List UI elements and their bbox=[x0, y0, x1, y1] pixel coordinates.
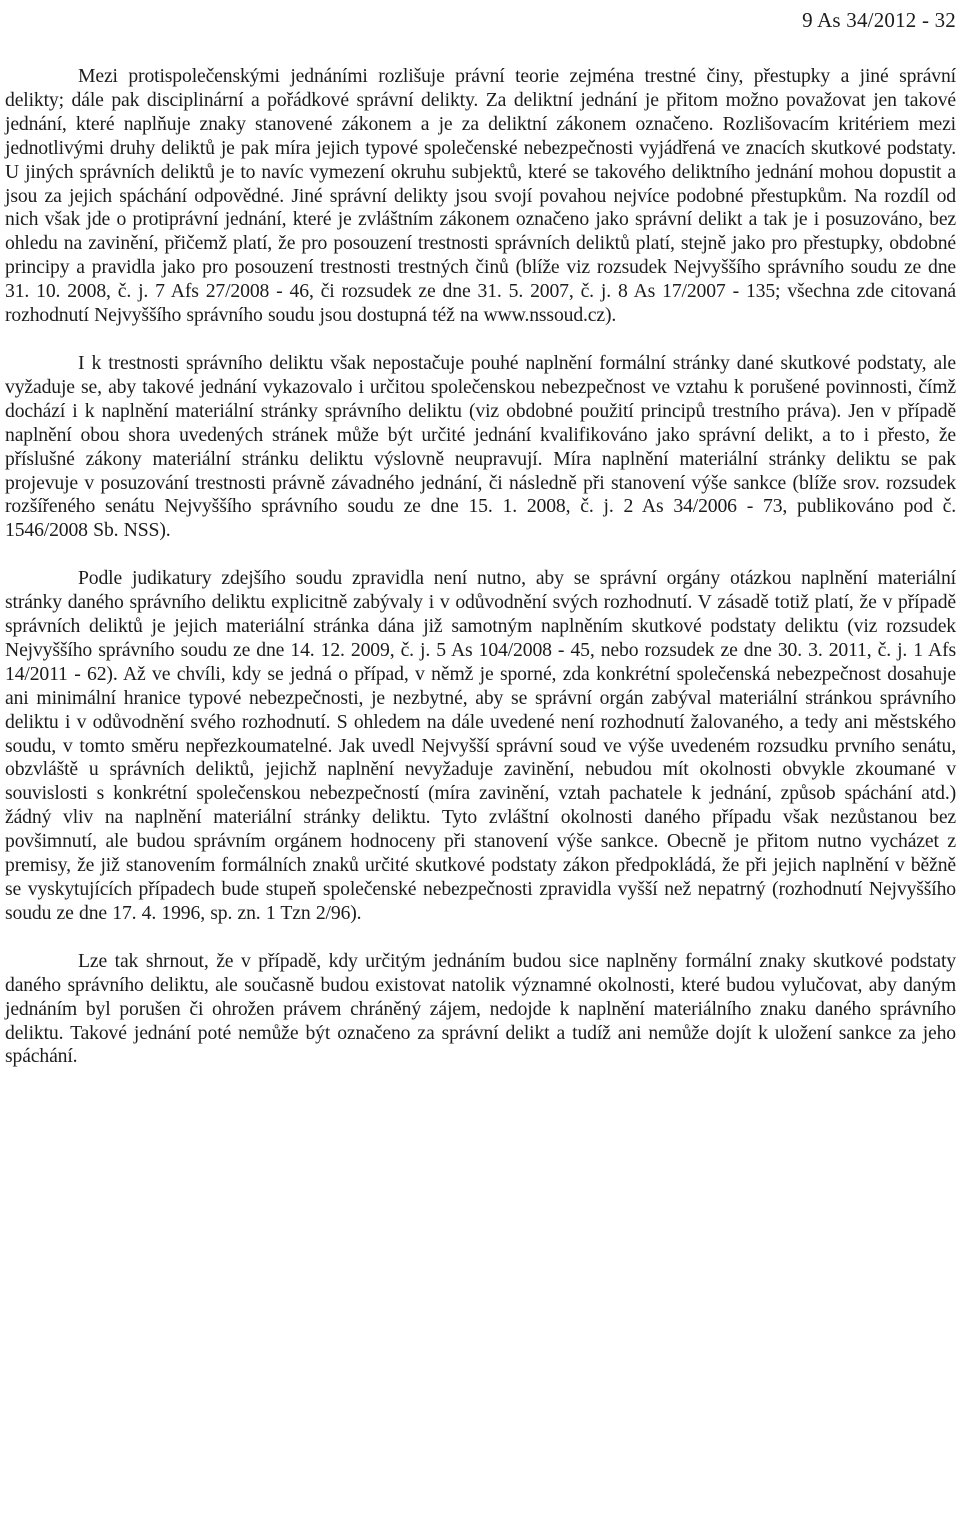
paragraph-3: Podle judikatury zdejšího soudu zpravidla není nutno, aby se správní orgány otázkou naplnění materiální stránky daného správního deliktu explicitně zabývaly i v odůvodnění svých rozhodnutí. V zásadě totiž platí, že v případě správních deliktů je jejich materiální stránka dána již samotným naplněním skutkové podstaty deliktu (viz rozsudek Nejvyššího správního soudu ze dne 14. 12. 2009, č. j. 5 As 104/2008 - 45, nebo rozsudek ze dne 30. 3. 2011, č. j. 1 Afs 14/2011 - 62). Až ve chvíli, kdy se jedná o případ, v němž je sporné, zda konkrétní společenská nebezpečnost dosahuje ani minimální hranice typové nebezpečnosti, je nezbytné, aby se správní orgán zabýval materiální stránkou správního deliktu i v odůvodnění svého rozhodnutí. S ohledem na dále uvedené není rozhodnutí žalovaného, a tedy ani městského soudu, v tomto směru nepřezkoumatelné. Jak uvedl Nejvyšší správní soud ve výše uvedeném rozsudku prvního senátu, obzvláště u správních deliktů, jejichž naplnění nevyžaduje zavinění, nebudou mít okolnosti obvykle zkoumané v souvislosti s konkrétní společenskou nebezpečností (míra zavinění, vztah pachatele k jednání, způsob spáchání atd.) žádný vliv na naplnění materiální stránky deliktu. Tyto zvláštní okolnosti daného případu však nezůstanou bez povšimnutí, ale budou správním orgánem hodnoceny při stanovení výše sankce. Obecně je přitom nutno vycházet z premisy, že již stanovením formálních znaků určité skutkové podstaty zákon předpokládá, že při jejich naplnění v běžně se vyskytujících případech bude stupeň společenské nebezpečnosti zpravidla vyšší než nepatrný (rozhodnutí Nejvyššího soudu ze dne 17. 4. 1996, sp. zn. 1 Tzn 2/96). bbox=[5, 567, 956, 924]
document-body bbox=[5, 65, 956, 1069]
paragraph-2: I k trestnosti správního deliktu však nepostačuje pouhé naplnění formální stránky dané skutkové podstaty, ale vyžaduje se, aby takové jednání vykazovalo i určitou společenskou nebezpečnost ve vztahu k porušené povinnosti, čímž dochází i k naplnění materiální stránky správního deliktu (viz obdobné použití principů trestního práva). Jen v případě naplnění obou shora uvedených stránek může být určité jednání kvalifikováno jako správní delikt, a to i přesto, že příslušné zákony materiální stránku deliktu výslovně neupravují. Míra naplnění materiální stránky deliktu se pak projevuje v posuzování trestnosti právně závadného jednání, či následně při stanovení výše sankce (blíže srov. rozsudek rozšířeného senátu Nejvyššího správního soudu ze dne 15. 1. 2008, č. j. 2 As 34/2006 - 73, publikováno pod č. 1546/2008 Sb. NSS). bbox=[5, 351, 956, 542]
case-number-header: 9 As 34/2012 - 32 bbox=[802, 8, 956, 32]
paragraph-1: Mezi protispolečenskými jednáními rozlišuje právní teorie zejména trestné činy, přestupky a jiné správní delikty; dále pak disciplinární a pořádkové správní delikty. Za deliktní jednání je přitom možno považovat jen takové jednání, které naplňuje znaky stanovené zákonem a je za deliktní zákonem označeno. Rozlišovacím kritériem mezi jednotlivými druhy deliktů je pak míra jejich typové společenské nebezpečnosti vyjádřená ve znacích skutkové podstaty. U jiných správních deliktů je to navíc vymezení okruhu subjektů, které se takového deliktního jednání mohou dopustit a jsou za jejich spáchání odpovědné. Jiné správní delikty jsou svojí povahou nejvíce podobné přestupkům. Na rozdíl od nich však jde o protiprávní jednání, které je zvláštním zákonem označeno jako správní delikt a tak je i posuzováno, bez ohledu na zavinění, přičemž platí, že pro posouzení trestnosti správních deliktů platí, stejně jako pro přestupky, obdobné principy a pravidla jako pro posouzení trestnosti trestných činů (blíže viz rozsudek Nejvyššího správního soudu ze dne 31. 10. 2008, č. j. 7 Afs 27/2008 - 46, či rozsudek ze dne 31. 5. 2007, č. j. 8 As 17/2007 - 135; všechna zde citovaná rozhodnutí Nejvyššího správního soudu jsou dostupná též na www.nssoud.cz). bbox=[5, 65, 956, 327]
paragraph-4: Lze tak shrnout, že v případě, kdy určitým jednáním budou sice naplněny formální znaky skutkové podstaty daného správního deliktu, ale současně budou existovat natolik významné okolnosti, které budou vylučovat, aby daným jednáním byl porušen či ohrožen právem chráněný zájem, nedojde k naplnění materiálního znaku daného správního deliktu. Takové jednání poté nemůže být označeno za správní delikt a tudíž ani nemůže dojít k uložení sankce za jeho spáchání. bbox=[5, 949, 956, 1068]
